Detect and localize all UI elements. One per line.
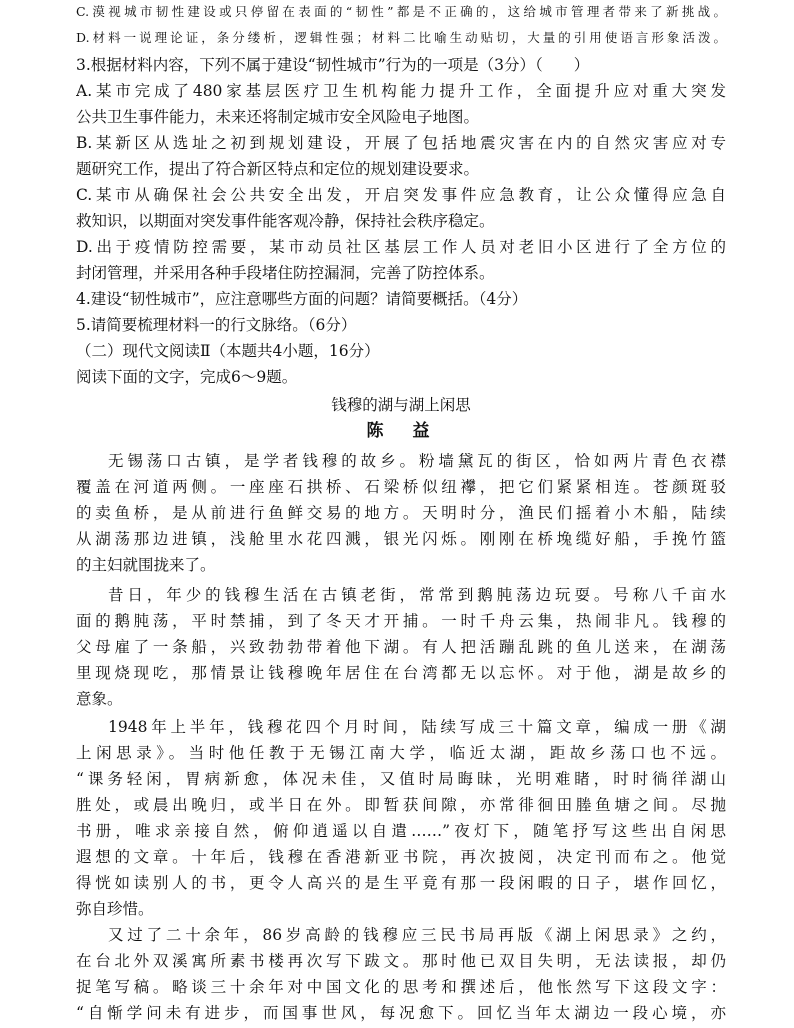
q3-option-a-line-1: A.某市完成了480家基层医疗卫生机构能力提升工作，全面提升应对重大突发 — [76, 82, 726, 100]
article-author: 陈 益 — [366, 421, 436, 441]
paragraph-3-line-5: 书册，唯求亲接自然，俯仰逍遥以自遣……”夜灯下，随笔抒写这些出自闲思 — [76, 822, 726, 840]
question-5: 5.请简要梳理材料一的行文脉络。（6分） — [76, 316, 357, 334]
reading-instruction: 阅读下面的文字，完成6～9题。 — [76, 368, 298, 386]
q3-option-d-line-2: 封闭管理，并采用各种手段堵住防控漏洞，完善了防控体系。 — [76, 264, 495, 282]
q3-option-a-line-2: 公共卫生事件能力，未来还将制定城市安全风险电子地图。 — [76, 108, 480, 126]
paragraph-3-line-8: 弥自珍惜。 — [76, 900, 154, 918]
paragraph-3-line-1: 1948年上半年，钱穆花四个月时间，陆续写成三十篇文章，编成一册《湖 — [108, 718, 726, 736]
question-4: 4.建设“韧性城市”，应注意哪些方面的问题？请简要概括。（4分） — [76, 290, 528, 308]
paragraph-3-line-7: 得恍如读别人的书，更令人高兴的是生平竟有那一段闲暇的日子，堪作回忆， — [76, 874, 726, 892]
section-heading: （二）现代文阅读Ⅱ（本题共4小题，16分） — [76, 342, 380, 360]
paragraph-1-line-1: 无锡荡口古镇，是学者钱穆的故乡。粉墙黛瓦的街区，恰如两片青色衣襟 — [108, 452, 726, 470]
q3-option-d-line-1: D.出于疫情防控需要，某市动员社区基层工作人员对老旧小区进行了全方位的 — [76, 238, 726, 256]
paragraph-4-line-3: 捉笔写稿。略谈三十余年对中国文化的思考和撰述后，他怅然写下这段文字： — [76, 978, 726, 996]
option-c-line: C.漠视城市韧性建设或只停留在表面的“韧性”都是不正确的，这给城市管理者带来了新挑战。 — [76, 4, 726, 19]
q3-option-c-line-2: 救知识，以期面对突发事件能客观冷静，保持社会秩序稳定。 — [76, 212, 495, 230]
paragraph-3-line-3: “课务轻闲，胃病新愈，体况未佳，又值时局晦昧，光明难睹，时时徜徉湖山 — [76, 770, 726, 788]
paragraph-3-line-6: 遐想的文章。十年后，钱穆在香港新亚书院，再次披阅，决定刊而布之。他觉 — [76, 848, 726, 866]
paragraph-2-line-3: 父母雇了一条船，兴致勃勃带着他下湖。有人把活蹦乱跳的鱼儿送来，在湖荡 — [76, 638, 726, 656]
paragraph-3-line-4: 胜处，或晨出晚归，或半日在外。即暂获间隙，亦常徘徊田塍鱼塘之间。尽抛 — [76, 796, 726, 814]
paragraph-3-line-2: 上闲思录》。当时他任教于无锡江南大学，临近太湖，距故乡荡口也不远。 — [76, 744, 726, 762]
q3-option-b-line-2: 题研究工作，提出了符合新区特点和定位的规划建设要求。 — [76, 160, 480, 178]
paragraph-1-line-5: 的主妇就围拢来了。 — [76, 556, 216, 574]
paragraph-4-line-1: 又过了二十余年，86岁高龄的钱穆应三民书局再版《湖上闲思录》之约， — [108, 926, 726, 944]
paragraph-2-line-2: 面的鹅肫荡，平时禁捕，到了冬天才开捕。一时千舟云集，热闹非凡。钱穆的 — [76, 612, 726, 630]
paragraph-2-line-1: 昔日，年少的钱穆生活在古镇老街，常常到鹅肫荡边玩耍。号称八千亩水 — [108, 586, 726, 604]
q3-option-b-line-1: B.某新区从选址之初到规划建设，开展了包括地震灾害在内的自然灾害应对专 — [76, 134, 726, 152]
paragraph-4-line-2: 在台北外双溪寓所素书楼再次写下跋文。那时他已双目失明，无法读报，却仍 — [76, 952, 726, 970]
paragraph-1-line-3: 的卖鱼桥，是从前进行鱼鲜交易的地方。天明时分，渔民们摇着小木船，陆续 — [76, 504, 726, 522]
question-3: 3.根据材料内容，下列不属于建设“韧性城市”行为的一项是（3分）（ ） — [76, 56, 590, 74]
paragraph-1-line-2: 覆盖在河道两侧。一座座石拱桥、石梁桥似纽襻，把它们紧紧相连。苍颜斑驳 — [76, 478, 726, 496]
paragraph-4-line-4: “自惭学问未有进步，而国事世风，每况愈下。回忆当年太湖边一段心境，亦 — [76, 1004, 726, 1022]
article-title: 钱穆的湖与湖上闲思 — [331, 396, 471, 414]
paragraph-2-line-4: 里现烧现吃，那情景让钱穆晚年居住在台湾都无以忘怀。对于他，湖是故乡的 — [76, 664, 726, 682]
option-d-line: D.材料一说理论证，条分缕析，逻辑性强；材料二比喻生动贴切，大量的引用使语言形象活泼。 — [76, 30, 726, 45]
paragraph-2-line-5: 意象。 — [76, 690, 123, 708]
q3-option-c-line-1: C.某市从确保社会公共安全出发，开启突发事件应急教育，让公众懂得应急自 — [76, 186, 726, 204]
paragraph-1-line-4: 从湖荡那边进镇，浅舱里水花四溅，银光闪烁。刚刚在桥堍缆好船，手挽竹篮 — [76, 530, 726, 548]
